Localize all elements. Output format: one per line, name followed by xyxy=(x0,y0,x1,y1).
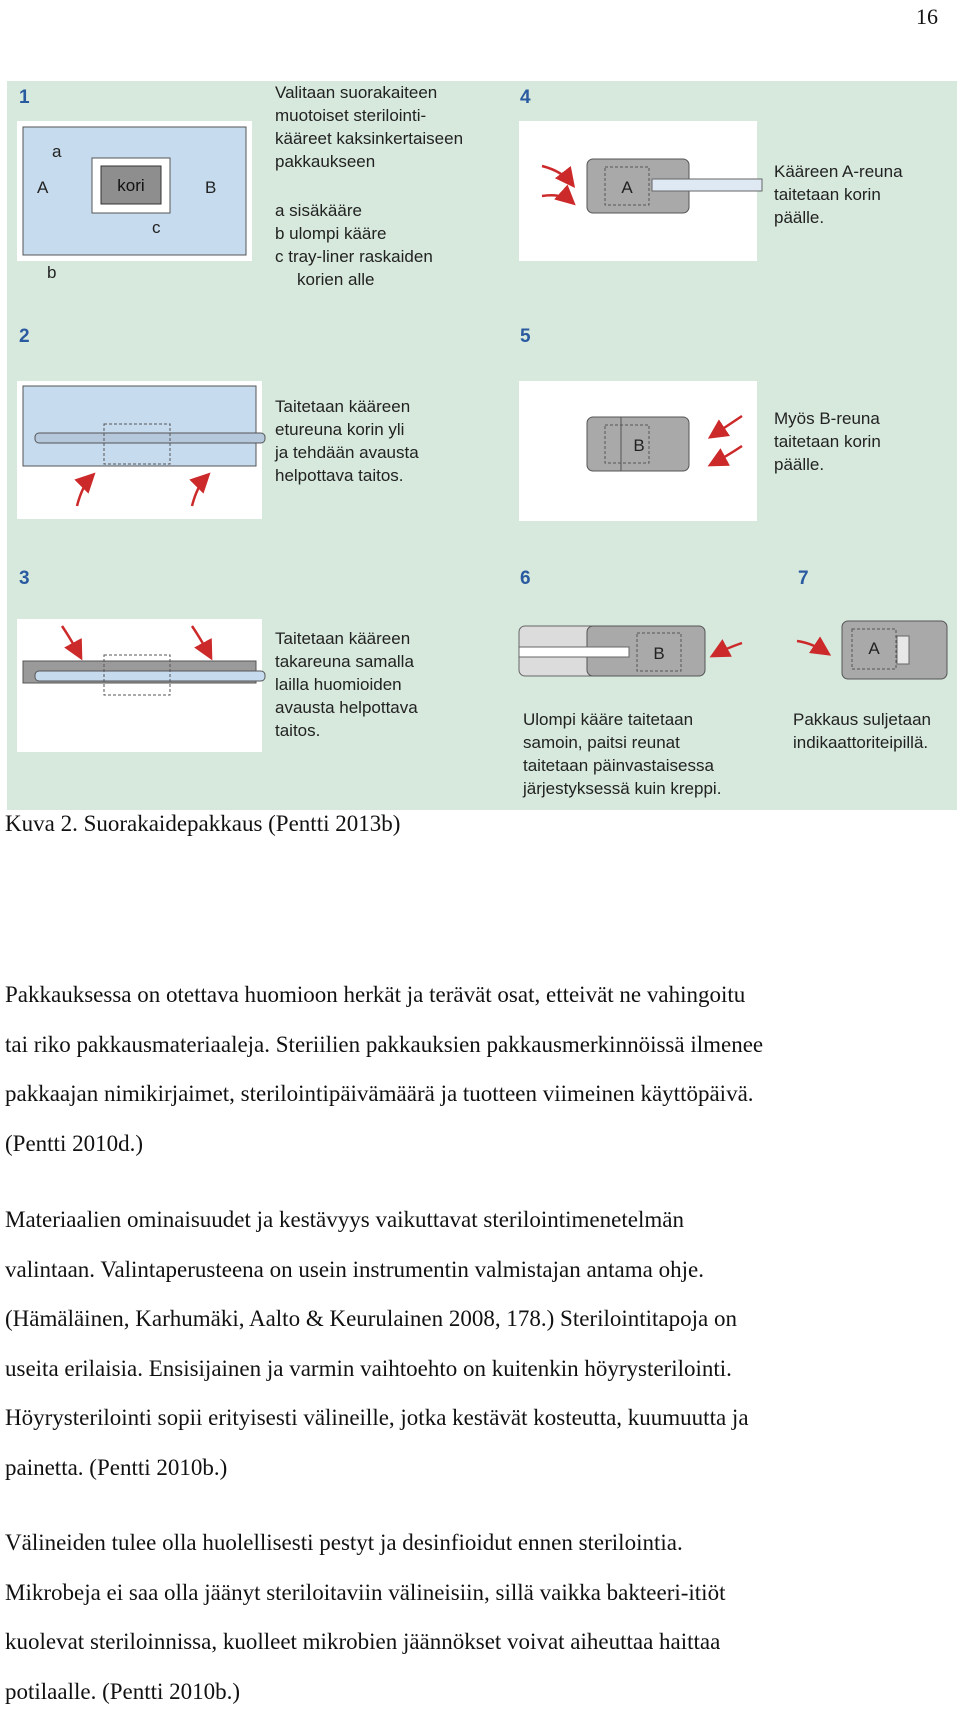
packaging-figure xyxy=(7,81,957,810)
svg-text:Valitaan suorakaiteen: Valitaan suorakaiteen xyxy=(275,83,438,102)
panel-number: 3 xyxy=(19,568,30,589)
fold-label: A xyxy=(868,639,880,658)
paragraph-3: Välineiden tulee olla huolellisesti pestyt ja desinfioidut ennen sterilointia. Mikrobeja ei saa olla jäänyt steriloitaviin välineisiin, sillä vaikka bakteeri-itiöt kuolevat steriloinnissa, kuolleet mikrobien jäännökset voivat aiheuttaa haittaa potilaalle. (Pentti 2010b.) xyxy=(5,1530,726,1704)
svg-text:takareuna samalla: takareuna samalla xyxy=(275,652,414,671)
svg-text:Ulompi kääre taitetaan: Ulompi kääre taitetaan xyxy=(523,710,694,729)
paragraph-2: Materiaalien ominaisuudet ja kestävyys vaikuttavat sterilointimenetelmän valintaan. Valintaperusteena on usein instrumentin valmistajan antama ohje. (Hämäläinen, Karhumäki, Aalto & Keurulainen 2008, 178.) Sterilointitapoja on useita erilaisia. Ensisijainen ja varmin vaihtoehto on kuitenkin höyrysterilointi. Höyrysterilointi sopii erityisesti välineille, jotka kestävät kosteutta, kuumuutta ja painetta. (Pentti 2010b.) xyxy=(5,1207,749,1480)
panel-number: 6 xyxy=(520,568,531,589)
svg-text:ja tehdään avausta: ja tehdään avausta xyxy=(275,443,419,462)
page-number: 16 xyxy=(916,4,938,29)
svg-text:a sisäkääre: a sisäkääre xyxy=(275,201,362,220)
label-A: A xyxy=(37,178,49,197)
svg-text:etureuna korin yli: etureuna korin yli xyxy=(275,420,405,439)
svg-text:taitos.: taitos. xyxy=(275,721,321,740)
svg-text:lailla huomioiden: lailla huomioiden xyxy=(275,675,402,694)
svg-text:Pakkaus suljetaan: Pakkaus suljetaan xyxy=(793,710,931,729)
svg-text:korien alle: korien alle xyxy=(297,270,375,289)
svg-text:Taitetaan kääreen: Taitetaan kääreen xyxy=(275,629,411,648)
label-b: b xyxy=(47,263,57,282)
indicator-tape xyxy=(897,636,909,664)
svg-text:päälle.: päälle. xyxy=(774,208,825,227)
paragraph-1: Pakkauksessa on otettava huomioon herkät ja terävät osat, etteivät ne vahingoitu tai riko pakkausmateriaaleja. Steriilien pakkauksien pakkausmerkinnöissä ilmenee pakkaajan nimikirjaimet, sterilointipäivämäärä ja tuotteen viimeinen käyttöpäivä. (Pentti 2010d.) xyxy=(5,982,764,1156)
svg-text:päälle.: päälle. xyxy=(774,455,825,474)
fold-label: B xyxy=(633,436,645,455)
svg-text:kääreet kaksinkertaiseen: kääreet kaksinkertaiseen xyxy=(275,129,464,148)
panel-number: 7 xyxy=(798,568,809,589)
svg-text:Kääreen A-reuna: Kääreen A-reuna xyxy=(774,162,903,181)
svg-text:Taitetaan kääreen: Taitetaan kääreen xyxy=(275,397,411,416)
svg-text:järjestyksessä kuin kreppi.: järjestyksessä kuin kreppi. xyxy=(523,779,722,798)
folded-edge xyxy=(35,433,265,443)
svg-text:b ulompi kääre: b ulompi kääre xyxy=(275,224,387,243)
label-B: B xyxy=(205,178,217,197)
wrap-edge xyxy=(519,647,629,657)
panel-number: 2 xyxy=(19,326,30,347)
figure-caption: Kuva 2. Suorakaidepakkaus (Pentti 2013b) xyxy=(5,811,401,836)
svg-text:indikaattoriteipillä.: indikaattoriteipillä. xyxy=(793,733,929,752)
svg-text:Myös B-reuna: Myös B-reuna xyxy=(774,409,880,428)
svg-text:pakkaukseen: pakkaukseen xyxy=(275,152,376,171)
panel-number: 4 xyxy=(520,87,531,108)
label-a: a xyxy=(52,142,62,161)
svg-text:taitetaan päinvastaisessa: taitetaan päinvastaisessa xyxy=(523,756,714,775)
folded-edge xyxy=(35,671,265,681)
label-c: c xyxy=(152,218,161,237)
svg-text:taitetaan korin: taitetaan korin xyxy=(774,185,881,204)
basket-label: kori xyxy=(117,176,145,195)
wrap-sheet xyxy=(17,619,262,752)
inner-wrap xyxy=(23,386,256,466)
svg-text:samoin, paitsi reunat: samoin, paitsi reunat xyxy=(523,733,680,752)
svg-text:muotoiset sterilointi-: muotoiset sterilointi- xyxy=(275,106,427,125)
svg-text:c tray-liner raskaiden: c tray-liner raskaiden xyxy=(275,247,433,266)
fold-label: A xyxy=(621,178,633,197)
svg-text:avausta helpottava: avausta helpottava xyxy=(275,698,418,717)
panel-number: 1 xyxy=(19,87,30,108)
panel-number: 5 xyxy=(520,326,531,347)
svg-text:taitetaan korin: taitetaan korin xyxy=(774,432,881,451)
closed-package xyxy=(842,621,947,679)
wrap-edge xyxy=(652,179,762,191)
fold-label: B xyxy=(653,644,665,663)
svg-text:helpottava taitos.: helpottava taitos. xyxy=(275,466,404,485)
